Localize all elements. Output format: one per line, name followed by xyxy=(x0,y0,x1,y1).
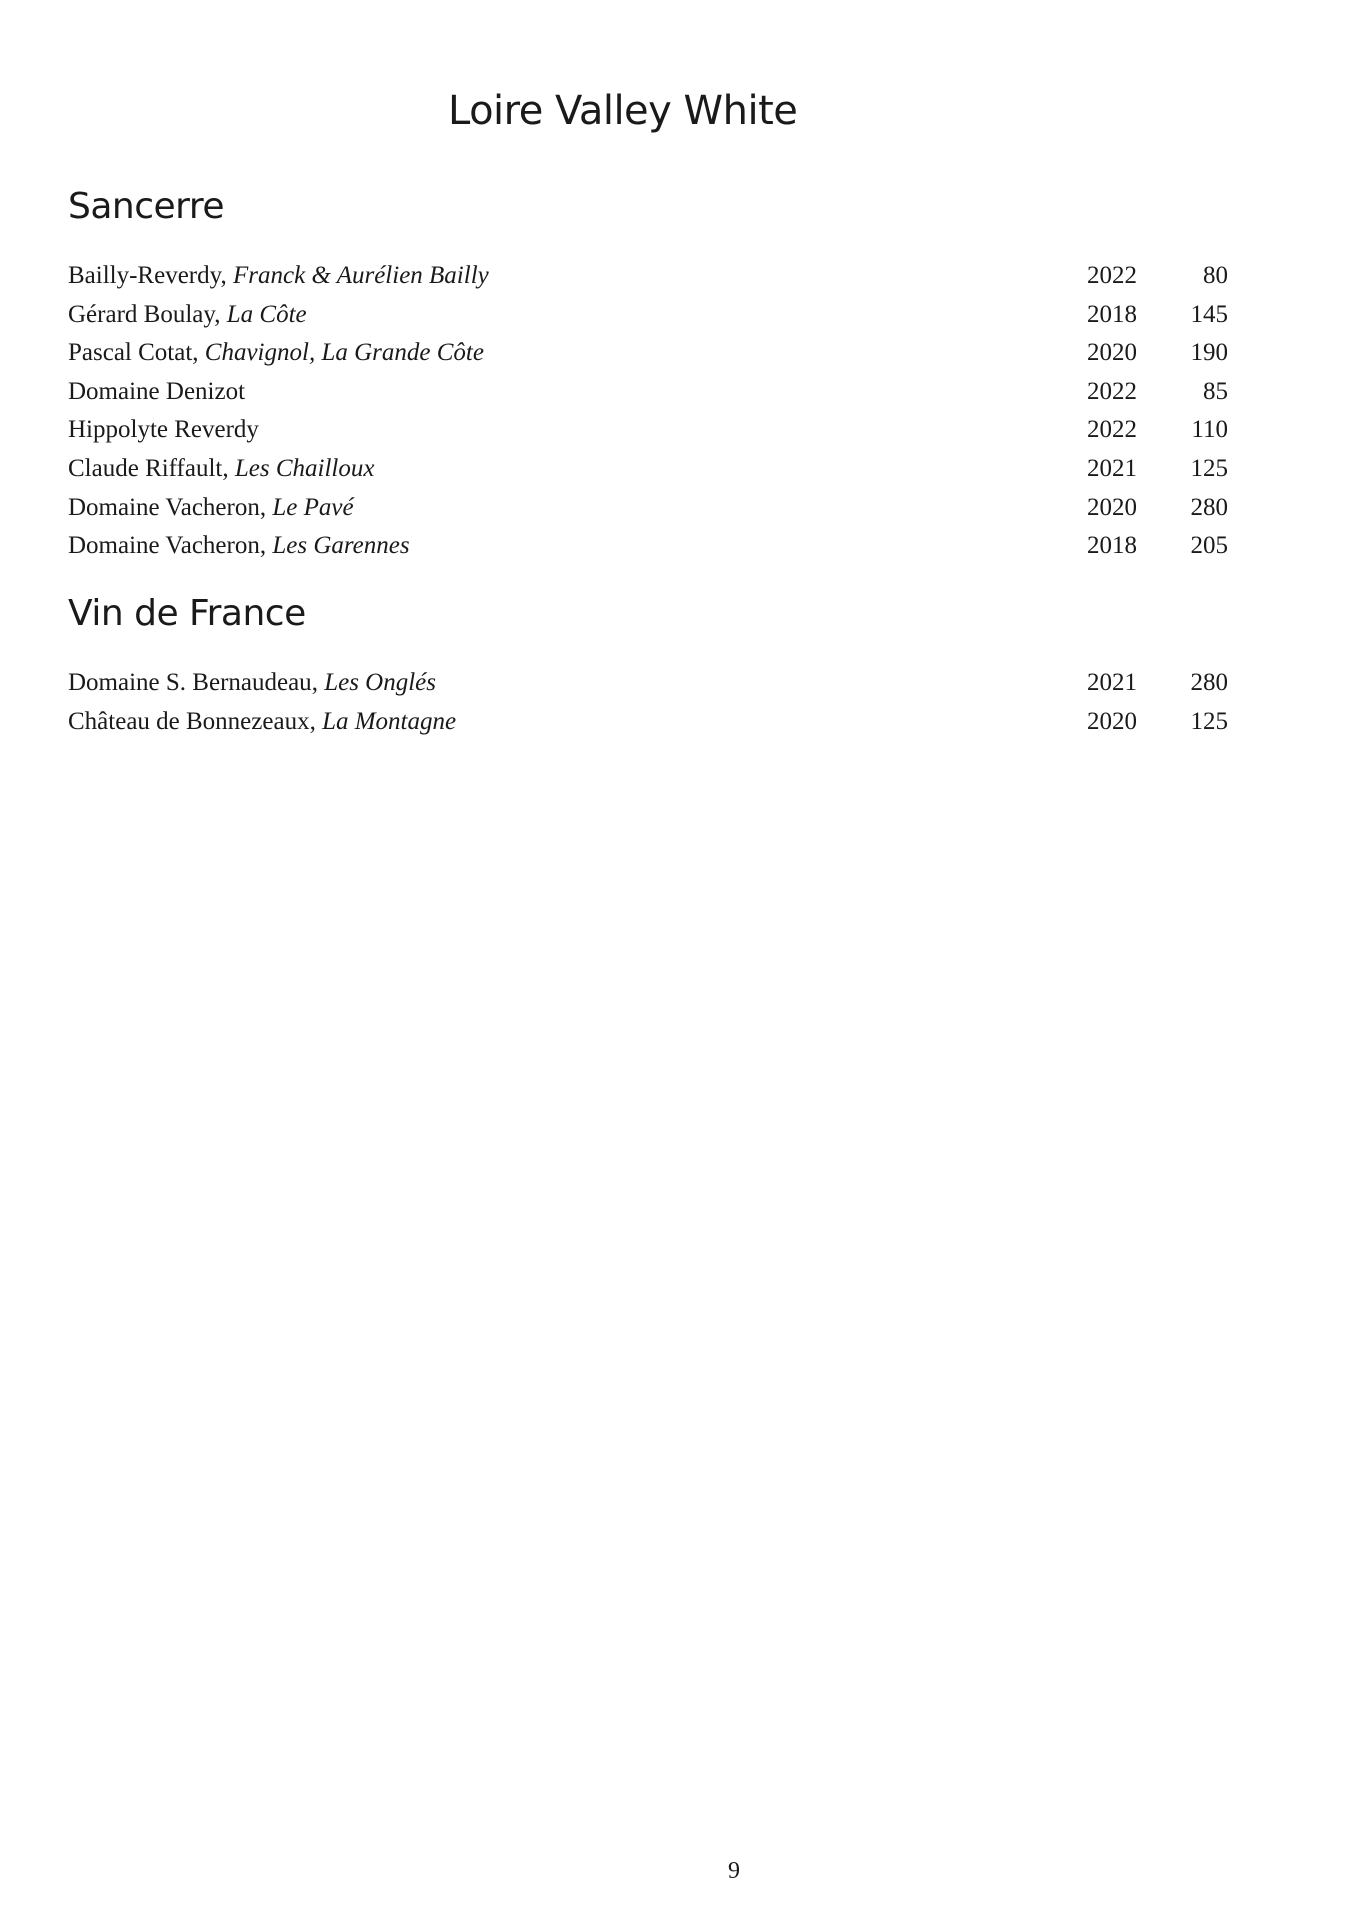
wine-vintage: 2018 xyxy=(1087,532,1137,560)
wine-price: 190 xyxy=(1190,339,1228,367)
wine-vintage: 2022 xyxy=(1087,416,1137,444)
wine-name xyxy=(68,450,374,489)
page-number: 9 xyxy=(728,1858,740,1884)
wine-row xyxy=(68,450,1228,489)
section-vin-de-france xyxy=(68,592,1228,741)
wine-cuvee: Le Pavé xyxy=(272,493,354,521)
wine-row xyxy=(68,257,1228,296)
wine-row xyxy=(68,703,1228,742)
wine-price: 205 xyxy=(1190,532,1228,560)
wine-cuvee: Les Garennes xyxy=(272,532,410,560)
wine-producer: Domaine Denizot xyxy=(68,377,246,405)
wine-name xyxy=(68,703,456,742)
wine-producer: Domaine Vacheron xyxy=(68,532,260,560)
wine-producer: Bailly-Reverdy xyxy=(68,262,221,289)
wine-row xyxy=(68,334,1228,373)
wine-vintage: 2020 xyxy=(1087,493,1137,521)
wine-name xyxy=(68,527,410,566)
wine-vintage: 2022 xyxy=(1087,262,1137,289)
page-title: Loire Valley White xyxy=(448,88,798,134)
wine-cuvee: Les Onglés xyxy=(324,669,436,696)
wine-separator: , xyxy=(192,339,205,367)
wine-name xyxy=(68,334,484,373)
wine-name xyxy=(68,296,307,335)
section-heading: Vin de France xyxy=(68,593,306,634)
wine-price: 145 xyxy=(1190,300,1228,328)
wine-cuvee: La Montagne xyxy=(322,707,457,735)
wine-vintage: 2022 xyxy=(1087,377,1137,405)
wine-producer: Château de Bonnezeaux xyxy=(68,707,310,735)
wine-separator: , xyxy=(309,707,323,735)
wine-cuvee: Franck & Aurélien Bailly xyxy=(233,262,489,289)
section-sancerre xyxy=(68,185,1228,566)
wine-producer: Hippolyte Reverdy xyxy=(68,416,259,444)
wine-name xyxy=(68,373,245,412)
wine-producer: Domaine Vacheron xyxy=(68,493,260,521)
wine-producer: Claude Riffault xyxy=(68,454,223,482)
wine-producer: Pascal Cotat xyxy=(68,339,193,367)
wine-vintage: 2020 xyxy=(1087,707,1137,735)
wine-separator: , xyxy=(220,262,234,289)
wine-vintage: 2020 xyxy=(1087,339,1137,367)
wine-row xyxy=(68,527,1228,566)
wine-cuvee: Chavignol, La Grande Côte xyxy=(204,339,484,367)
wine-name xyxy=(68,257,489,296)
wine-vintage: 2021 xyxy=(1087,454,1137,482)
wine-separator: , xyxy=(311,669,325,696)
wine-vintage: 2021 xyxy=(1087,669,1137,696)
wine-row xyxy=(68,489,1228,528)
section-heading: Sancerre xyxy=(68,186,224,227)
wine-row xyxy=(68,373,1228,412)
wine-price: 125 xyxy=(1190,454,1228,482)
wine-cuvee: La Côte xyxy=(226,300,307,328)
wine-row xyxy=(68,296,1228,335)
wine-price: 110 xyxy=(1191,416,1228,444)
wine-cuvee: Les Chailloux xyxy=(234,454,375,482)
wine-name xyxy=(68,664,436,703)
wine-separator: , xyxy=(259,493,273,521)
wine-producer: Gérard Boulay xyxy=(68,300,215,328)
wine-price: 80 xyxy=(1203,262,1228,289)
wine-price: 280 xyxy=(1190,493,1228,521)
wine-row xyxy=(68,664,1228,703)
wine-name xyxy=(68,411,259,450)
wine-separator: , xyxy=(259,532,273,560)
wine-price: 280 xyxy=(1190,669,1228,696)
wine-separator: , xyxy=(214,300,227,328)
wine-vintage: 2018 xyxy=(1087,300,1137,328)
wine-separator: , xyxy=(222,454,235,482)
wine-price: 125 xyxy=(1190,707,1228,735)
wine-producer: Domaine S. Bernaudeau xyxy=(68,669,312,696)
wine-price: 85 xyxy=(1203,377,1228,405)
wine-row xyxy=(68,411,1228,450)
wine-name xyxy=(68,489,354,528)
